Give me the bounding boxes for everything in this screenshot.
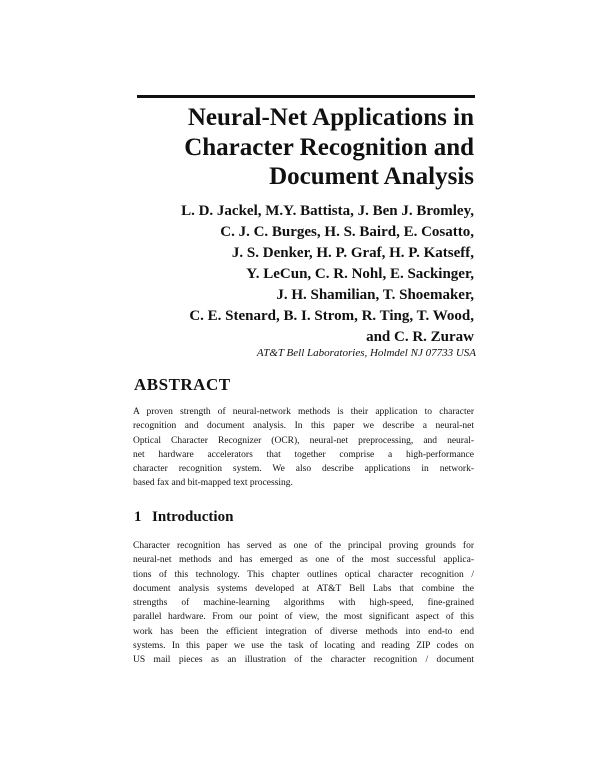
intro-line: document analysis systems developed at AT&T Bell Labs that combine the xyxy=(133,583,474,594)
intro-line: systems. In this paper we use the task of locating and reading ZIP codes on xyxy=(133,641,474,652)
author-line: J. H. Shamilian, T. Shoemaker, xyxy=(276,287,474,303)
abstract-line: based fax and bit-mapped text processing. xyxy=(133,478,293,489)
intro-line: work has been the efficient integration of diverse methods into end-to end xyxy=(133,626,474,637)
author-line: Y. LeCun, C. R. Nohl, E. Sackinger, xyxy=(246,266,474,282)
abstract-body xyxy=(133,405,474,491)
intro-line: US mail pieces as an illustration of the character recognition / document xyxy=(133,655,474,666)
intro-line: parallel hardware. From our point of view, the most significant aspect of this xyxy=(133,612,474,623)
title-line: Character Recognition and xyxy=(184,133,474,161)
title-line: Neural-Net Applications in xyxy=(187,104,474,131)
title-rule xyxy=(137,95,475,98)
affiliation: AT&T Bell Laboratories, Holmdel NJ 07733 USA xyxy=(256,347,476,359)
abstract-line: recognition and document analysis. In this paper we describe a neural-net xyxy=(133,421,474,432)
author-list xyxy=(54,201,474,348)
abstract-heading: ABSTRACT xyxy=(134,375,231,394)
author-line: and C. R. Zuraw xyxy=(366,329,474,345)
abstract-line: character recognition system. We also describe applications in network- xyxy=(133,464,474,475)
abstract-line: net hardware accelerators that together comprise a high-performance xyxy=(133,449,474,460)
section-heading-introduction xyxy=(134,509,233,526)
author-line: L. D. Jackel, M.Y. Battista, J. Ben J. Bromley, xyxy=(181,203,474,219)
intro-line: neural-net methods and has emerged as one of the most successful applica- xyxy=(133,555,474,566)
author-line: C. E. Stenard, B. I. Strom, R. Ting, T. Wood, xyxy=(189,308,474,324)
section-title: Introduction xyxy=(152,509,234,525)
section-number: 1 xyxy=(134,509,142,525)
intro-line: tions of this technology. This chapter outlines optical character recognition / xyxy=(133,569,474,580)
abstract-line: Optical Character Recognizer (OCR), neural-net preprocessing, and neural- xyxy=(133,435,474,446)
intro-line: strengths of machine-learning algorithms with high-speed, fine-grained xyxy=(133,598,474,609)
abstract-line: A proven strength of neural-network methods is their application to character xyxy=(133,407,474,417)
paper-title xyxy=(74,103,474,192)
intro-line: Character recognition has served as one of the principal proving grounds for xyxy=(133,541,474,551)
introduction-body xyxy=(133,539,474,668)
author-line: J. S. Denker, H. P. Graf, H. P. Katseff, xyxy=(231,245,474,261)
title-line: Document Analysis xyxy=(269,163,474,190)
author-line: C. J. C. Burges, H. S. Baird, E. Cosatto, xyxy=(220,224,474,240)
